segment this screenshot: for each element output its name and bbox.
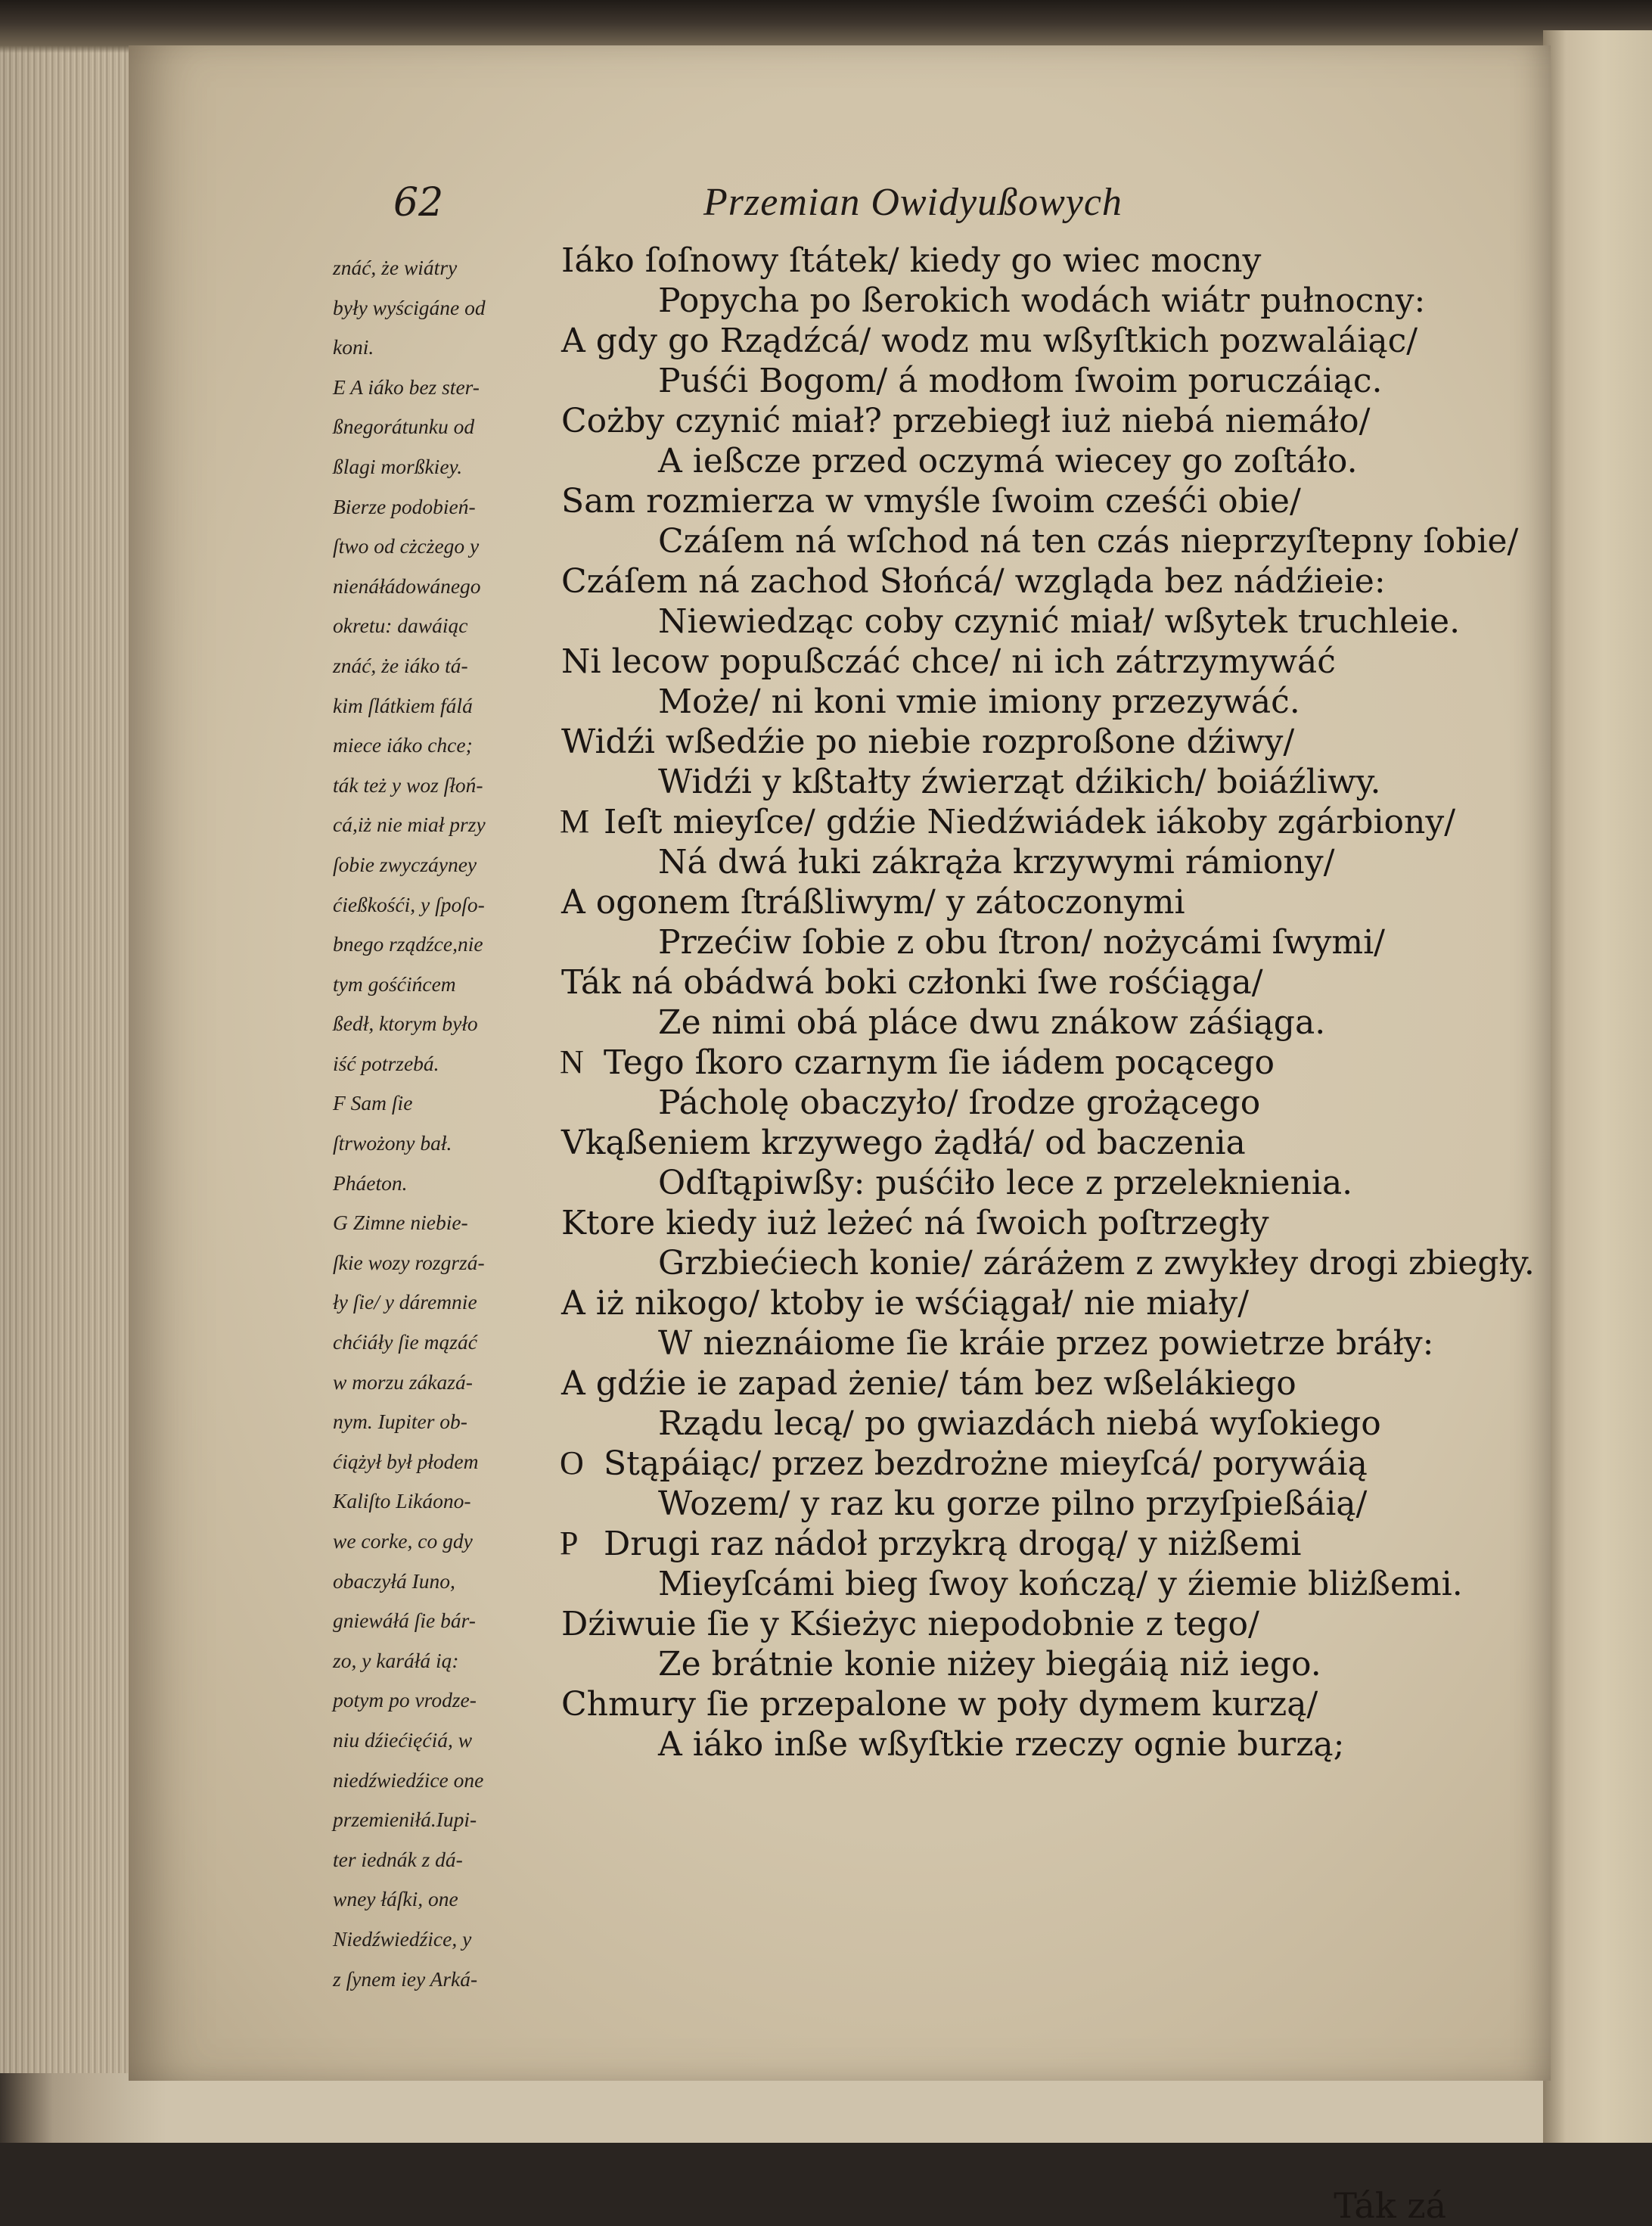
verse-line: A ießcze przed oczymá wiecey go zoſtáło.	[658, 442, 1358, 480]
margin-note-line: Pháeton.	[333, 1171, 408, 1195]
margin-note-line: z ſynem iey Arká-	[333, 1966, 478, 1991]
page-edges-left	[0, 30, 144, 2073]
margin-note-line: we corke, co gdy	[333, 1529, 473, 1553]
verse-line: A ogonem ſtráßliwym/ y zátoczonymi	[561, 883, 1185, 922]
margin-note-line: obaczyłá Iuno,	[333, 1568, 455, 1593]
verse-line: Puśći Bogom/ á modłom ſwoim poruczáiąc.	[658, 362, 1383, 400]
margin-note-line: ßlagi morßkiey.	[333, 454, 463, 478]
margin-note-line: niedźwiedźice one	[333, 1767, 484, 1792]
verse-line: Niewiedząc coby czynić miał/ wßytek truchleie.	[658, 602, 1461, 641]
margin-note-line: znáć, że iáko tá-	[333, 653, 468, 677]
margin-note-line: Niedźwiedźice, y	[333, 1926, 472, 1951]
margin-note-line: Bierze podobień-	[333, 494, 476, 518]
margin-note-line: ćiążył był płodem	[333, 1449, 479, 1473]
margin-note-line: cá,iż nie miał przy	[333, 813, 486, 837]
verse-line: Ná dwá łuki zákrąża krzywymi rámiony/	[658, 843, 1335, 881]
verse-line: Vkąßeniem krzywego żądłá/ od baczenia	[561, 1124, 1246, 1162]
margin-note-line: tym gośćińcem	[333, 972, 456, 996]
margin-note-line: bnego rządźce,nie	[333, 932, 483, 956]
margin-note-line: potym po vrodze-	[333, 1688, 477, 1712]
margin-note-line: wney łáſki, one	[333, 1887, 458, 1911]
margin-note-line: ter iednák z dá-	[333, 1847, 463, 1871]
verse-line: Rządu lecą/ po gwiazdách niebá wyſokiego	[658, 1404, 1381, 1443]
verse-line: Drugi raz nádoł przykrą drogą/ y niżßemi	[604, 1525, 1302, 1563]
catchword: Ták zá	[1334, 2185, 1446, 2226]
verse-line: Pácholę obaczyło/ ſrodze grożącego	[658, 1083, 1261, 1122]
margin-note-line: gniewáłá ſie bár-	[333, 1609, 476, 1633]
verse-line: Chmury ſie przepalone w poły dymem kurzą/	[561, 1685, 1318, 1724]
margin-note-line: ták też y woz ſłoń-	[333, 773, 483, 797]
verse-line: Popycha po ßerokich wodách wiátr pułnocny:	[658, 281, 1426, 320]
verse-line: Odſtąpiwßy: puśćiło lece z przeleknienia.	[658, 1164, 1353, 1202]
verse-line: A iáko inße wßyſtkie rzeczy ognie burzą;	[658, 1725, 1345, 1764]
section-marker: N	[560, 1043, 584, 1080]
margin-note-line: iść potrzebá.	[333, 1051, 439, 1075]
verse-line: Może/ ni koni vmie imiony przezywáć.	[658, 682, 1300, 721]
margin-note-line: niu dźiećięćiá, w	[333, 1727, 473, 1752]
margin-note-line: w morzu zákazá-	[333, 1369, 473, 1394]
margin-note-line: Kaliſto Likáono-	[333, 1489, 471, 1513]
verse-line: Mieyſcámi bieg ſwoy kończą/ y źiemie bliżßemi.	[658, 1565, 1463, 1603]
verse-line: Grzbiećiech konie/ záráżem z zwykłey drogi zbiegły.	[658, 1244, 1535, 1282]
verse-line: Ze nimi obá pláce dwu znákow záśiąga.	[658, 1003, 1326, 1042]
verse-line: Iáko ſoſnowy ſtátek/ kiedy go wiec mocny	[561, 241, 1262, 280]
margin-note-line: ßnegorátunku od	[333, 415, 475, 439]
verse-line: Sam rozmierza w vmyśle ſwoim cześći obie/	[561, 482, 1301, 521]
verse-line: Dźiwuie ſie y Kśieżyc niepodobnie z tego/	[561, 1605, 1259, 1643]
verse-line: W nieznáiome ſie kráie przez powietrze bráły:	[658, 1324, 1434, 1363]
section-marker: O	[560, 1444, 584, 1481]
verse-line: Stąpáiąc/ przez bezdrożne mieyſcá/ porywáią	[604, 1444, 1368, 1483]
margin-note-line: znáć, że wiátry	[333, 256, 458, 279]
verse-line: Widźi y kßtałty źwierząt dźikich/ boiáźliwy.	[658, 763, 1381, 801]
running-title: Przemian Owidyußowych	[703, 181, 1123, 224]
verse-line: A iż nikogo/ ktoby ie wśćiągał/ nie miały/	[561, 1284, 1250, 1323]
margin-note-line: nym. Iupiter ob-	[333, 1410, 467, 1434]
margin-note-line: były wyścigáne od	[333, 295, 486, 319]
margin-note-line: miece iáko chce;	[333, 733, 473, 757]
verse-line: A gdźie ie zapad żenie/ tám bez wßelákiego	[561, 1364, 1296, 1403]
margin-note-line: E A iáko bez ster-	[333, 375, 480, 399]
section-marker: M	[560, 803, 590, 840]
section-marker: P	[560, 1525, 579, 1562]
book-gutter	[1543, 30, 1652, 2143]
margin-note-line: okretu: dawáiąc	[333, 614, 468, 638]
verse-line: Ni lecow popußczáć chce/ ni ich zátrzymywáć	[561, 642, 1336, 681]
margin-note-line: przemieniłá.Iupi-	[333, 1808, 477, 1832]
margin-notes	[333, 248, 548, 1999]
margin-note-line: ſtwo od cżcżego y	[333, 534, 480, 558]
verse-line: A gdy go Rządźcá/ wodz mu wßyſtkich pozwaláiąc/	[561, 322, 1418, 360]
verse-line: Cożby czynić miał? przebiegł iuż niebá niemáło/	[561, 402, 1371, 440]
verse-line: Przećiw ſobie z obu ſtron/ nożycámi ſwymi/	[658, 923, 1385, 962]
verse-line: Ták ná obádwá boki członki ſwe rośćiąga/	[561, 963, 1263, 1002]
margin-note-line: chćiáły ſie mązáć	[333, 1330, 477, 1354]
verse-line: Tego ſkoro czarnym ſie iádem pocącego	[604, 1043, 1275, 1082]
margin-note-line: nienáłádowánego	[333, 574, 481, 598]
verse-line: Ieſt mieyſce/ gdźie Niedźwiádek iákoby zgárbiony/	[604, 803, 1456, 841]
margin-note-line: F Sam ſie	[333, 1091, 413, 1115]
margin-note-line: ſobie zwyczáyney	[333, 852, 477, 876]
margin-note-line: kim ſlátkiem fálá	[333, 693, 473, 717]
verse-line: Ze brátnie konie niżey biegáią niż iego.	[658, 1645, 1321, 1683]
verse-line: Ktore kiedy iuż leżeć ná ſwoich poſtrzegły	[561, 1204, 1269, 1242]
verse-text	[561, 241, 1535, 1764]
margin-note-line: ły ſie/ y dáremnie	[333, 1290, 477, 1314]
margin-note-line: ſkie wozy rozgrzá-	[333, 1250, 485, 1274]
page-number: 62	[393, 180, 444, 225]
margin-note-line: ſtrwożony bał.	[333, 1131, 452, 1155]
verse-line: Czáſem ná wſchod ná ten czás nieprzyſtepny ſobie/	[658, 522, 1519, 561]
margin-note-line: zo, y karáłá ią:	[333, 1648, 459, 1672]
verse-line: Widźi wßedźie po niebie rozproßone dźiwy/	[561, 723, 1295, 761]
margin-note-line: koni.	[333, 335, 374, 359]
verse-line: Wozem/ y raz ku gorze pilno przyſpießáią/	[658, 1485, 1368, 1523]
page-header	[0, 180, 1652, 241]
margin-note-line: G Zimne niebie-	[333, 1211, 468, 1235]
margin-note-line: ßedł, ktorym było	[333, 1012, 478, 1036]
margin-note-line: ćießkośći, y ſpoſo-	[333, 892, 485, 916]
verse-line: Czáſem ná zachod Słońcá/ wzgląda bez nádźieie:	[561, 562, 1386, 601]
